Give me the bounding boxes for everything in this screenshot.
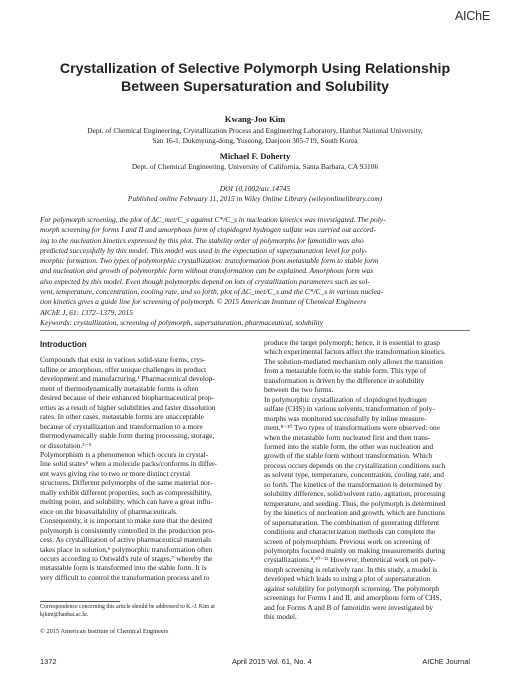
body-line: this model. <box>264 612 297 622</box>
abstract-line: morph screening for forms I and II and amorphous form of clopidogrel hydrogen sulfate was carried out accord- <box>40 225 376 235</box>
section-divider <box>40 330 470 331</box>
abstract-line: For polymorph screening, the plot of ΔC_met/C_s against C*/C_s in nucleation kinetics was investigated. The poly- <box>40 215 386 224</box>
copyright-notice: © 2015 American Institute of Chemical Engineers <box>40 628 169 635</box>
body-line: mally exhibit different properties, such as compressibility, <box>40 487 212 497</box>
body-line: Consequently, it is important to make sure that the desired <box>40 516 212 526</box>
page-number: 1372 <box>40 657 57 666</box>
body-line: or dissolution.²⁻⁴ <box>40 440 91 450</box>
body-line: process occurs depends on the crystallization conditions such <box>264 460 446 470</box>
body-line: by the kinetics of nucleation and growth, which are functions <box>264 508 446 518</box>
doi: DOI 10.1002/aic.14745 <box>219 184 291 193</box>
author-affiliation: Dept. of Chemical Engineering, Crystallization Process and Engineering Laboratory, Hanbat National University, San 16-1, Dukmyung-dong, Yuseong, Daejeon 305-719, South Korea <box>87 126 423 145</box>
body-line: erties as a result of higher solubilities and faster dissolution <box>40 402 216 412</box>
body-line: and for Forms A and B of famotidin were investigated by <box>264 602 434 612</box>
abstract-line: AIChE J, 61: 1372–1379, 2015 <box>40 307 133 317</box>
body-line: formed into the stable form, the other was nucleation and <box>264 441 434 451</box>
body-line: so forth. The kinetics of the transformation is determined by <box>264 479 443 489</box>
correspondence-footnote: Correspondence concerning this article should be addressed to K.-J. Kim at kjkim@hanbat.ac.kr. <box>40 604 215 618</box>
title-line: Between Supersaturation and Solubility <box>120 79 390 95</box>
body-line: Compounds that exist in various solid-state forms, crys- <box>40 355 206 365</box>
body-line: because of crystallization and transformation to a more <box>40 421 203 431</box>
body-line: growth of the stable form without transformation. Which <box>264 451 433 461</box>
footnote-divider <box>40 601 120 602</box>
body-line: takes place in solution,⁶ polymorphic transformation often <box>40 544 213 554</box>
body-line: which experimental factors affect the transformation kinetics. <box>264 347 446 357</box>
body-line: between the two forms. <box>264 385 334 395</box>
title-line: Crystallization of Selective Polymorph Using Relationship <box>59 61 451 77</box>
body-line: The solution-mediated mechanism only allows the transition <box>264 356 443 366</box>
author-name: Kwang-Joo Kim <box>224 114 286 124</box>
abstract-line: ing to the nucleation kinetics expressed by this plot. The stability order of polymorphs for famotidin was also <box>40 235 364 245</box>
publication-note: Published online February 11, 2015 in Wiley Online Library (wileyonlinelibrary.com) <box>127 194 383 203</box>
body-line: crystallizations.⁸,¹⁰⁻¹² However, theoretical work on poly- <box>264 555 436 565</box>
body-line: polymorphs focused mainly on making measurements during <box>264 545 446 555</box>
section-heading: Introduction <box>40 340 87 349</box>
author-affiliation: Dept. of Chemical Engineering, University of California, Santa Barbara, CA 93106 <box>131 162 379 171</box>
abstract-line: tion kinetics gives a guide line for screening of polymorph. © 2015 American Institute of Chemical Engineers <box>40 297 367 307</box>
body-line: of supersaturation. The combination of generating different <box>264 517 440 527</box>
body-line: conditions and characterization methods can complete the <box>264 527 436 537</box>
body-line: ment.⁸⁻¹⁰ Two types of transformations were observed: one <box>264 423 441 433</box>
body-line: morphs was monitored successfully by inline measure- <box>264 413 427 423</box>
body-line: developed which leads to using a plot of supersaturation <box>264 574 431 584</box>
right-column <box>264 338 470 622</box>
author-name: Michael F. Doherty <box>219 151 291 161</box>
body-line: In polymorphic crystallization of clopidogrel hydrogen <box>264 394 427 404</box>
body-line: melting point, and solubility, which can have a great influ- <box>40 497 213 507</box>
journal-name: AIChE Journal <box>422 657 470 666</box>
body-line: rates. In other cases, metastable forms are unacceptable <box>40 412 204 422</box>
issue-info: April 2015 Vol. 61, No. 4 <box>232 657 312 666</box>
abstract-line: and nucleation and growth of polymorphic form without transformation can be explained. Amorphous form was <box>40 266 374 276</box>
body-line: development and manufacturing.¹ Pharmaceutical develop- <box>40 374 215 384</box>
body-line: polymorph is consistently controlled in the production pro- <box>40 525 215 535</box>
body-line: desired because of their enhanced biopharmaceutical prop- <box>40 393 215 403</box>
body-line: as solvent type, temperature, concentration, cooling rate, and <box>264 470 444 480</box>
keywords: Keywords: crystallization, screening of polymorph, supersaturation, pharmaceutical, solubility <box>40 317 324 327</box>
abstract-line: predicted successfully by this model. This model was used in the expectation of supersaturation level for poly- <box>40 245 368 255</box>
body-line: screen of polymorphism. Previous work on screening of <box>264 536 430 546</box>
body-line: produce the target polymorph; hence, it is essential to grasp <box>264 338 440 347</box>
body-line: ent ways giving rise to two or more distinct crystal <box>40 468 191 478</box>
body-line: Polymorphism is a phenomenon which occurs in crystal- <box>40 449 209 459</box>
body-line: occurs according to Ostwald's rule of stages,⁷ whereby the <box>40 553 213 563</box>
abstract <box>40 215 470 328</box>
body-line: line solid states⁵ when a molecule packs/conforms in differ- <box>40 459 217 469</box>
journal-logo: AIChE <box>454 9 490 23</box>
abstract-line: also expected by this model. Even though polymorphs depend on lots of crystallization parameters such as sol- <box>40 276 370 286</box>
body-line: sulfate (CHS) in various solvents, transformation of poly- <box>264 404 435 414</box>
body-line: talline or amorphous, offer unique challenges in product <box>40 364 207 374</box>
body-line: solubility difference, solid/solvent ratio, agitation, processing <box>264 489 446 499</box>
body-line: thermodynamically stable form during processing, storage, <box>40 431 215 441</box>
body-line: from a metastable form to the stable form. This type of <box>264 366 427 376</box>
body-line: structures. Different polymorphs of the same material nor- <box>40 478 213 488</box>
abstract-line: vent, temperature, concentration, cooling rate, and so forth, plot of ΔC_met/C_s and the C*/C_s in various nuclea- <box>40 287 384 297</box>
body-line: against solubility for polymorph screening. The polymorph <box>264 583 439 593</box>
body-line: cess. As crystallization of active pharmaceutical materials <box>40 535 211 545</box>
body-line: metastable form is transformed into the stable form. It is <box>40 563 207 573</box>
body-line: very difficult to control the transformation process and to <box>40 572 210 582</box>
body-line: ment of thermodynamically metastable forms is often <box>40 383 199 393</box>
body-line: temperature, and seeding. Thus, the polymorph is determined <box>264 498 446 508</box>
body-line: when the metastable form nucleated first and then trans- <box>264 432 431 442</box>
left-column <box>40 340 246 582</box>
abstract-line: morphic formation. Two types of polymorphic crystallization: transformation from metastable form to stable form <box>40 256 379 266</box>
body-line: morph screening is relatively rare. In this study, a model is <box>264 564 438 574</box>
body-line: ence on the bioavailability of pharmaceuticals. <box>40 506 178 516</box>
body-line: screenings for Forms I and II, and amorphous form of CHS, <box>264 593 442 603</box>
article-title <box>40 60 470 96</box>
body-line: transformation is driven by the difference in solubility <box>264 375 425 385</box>
